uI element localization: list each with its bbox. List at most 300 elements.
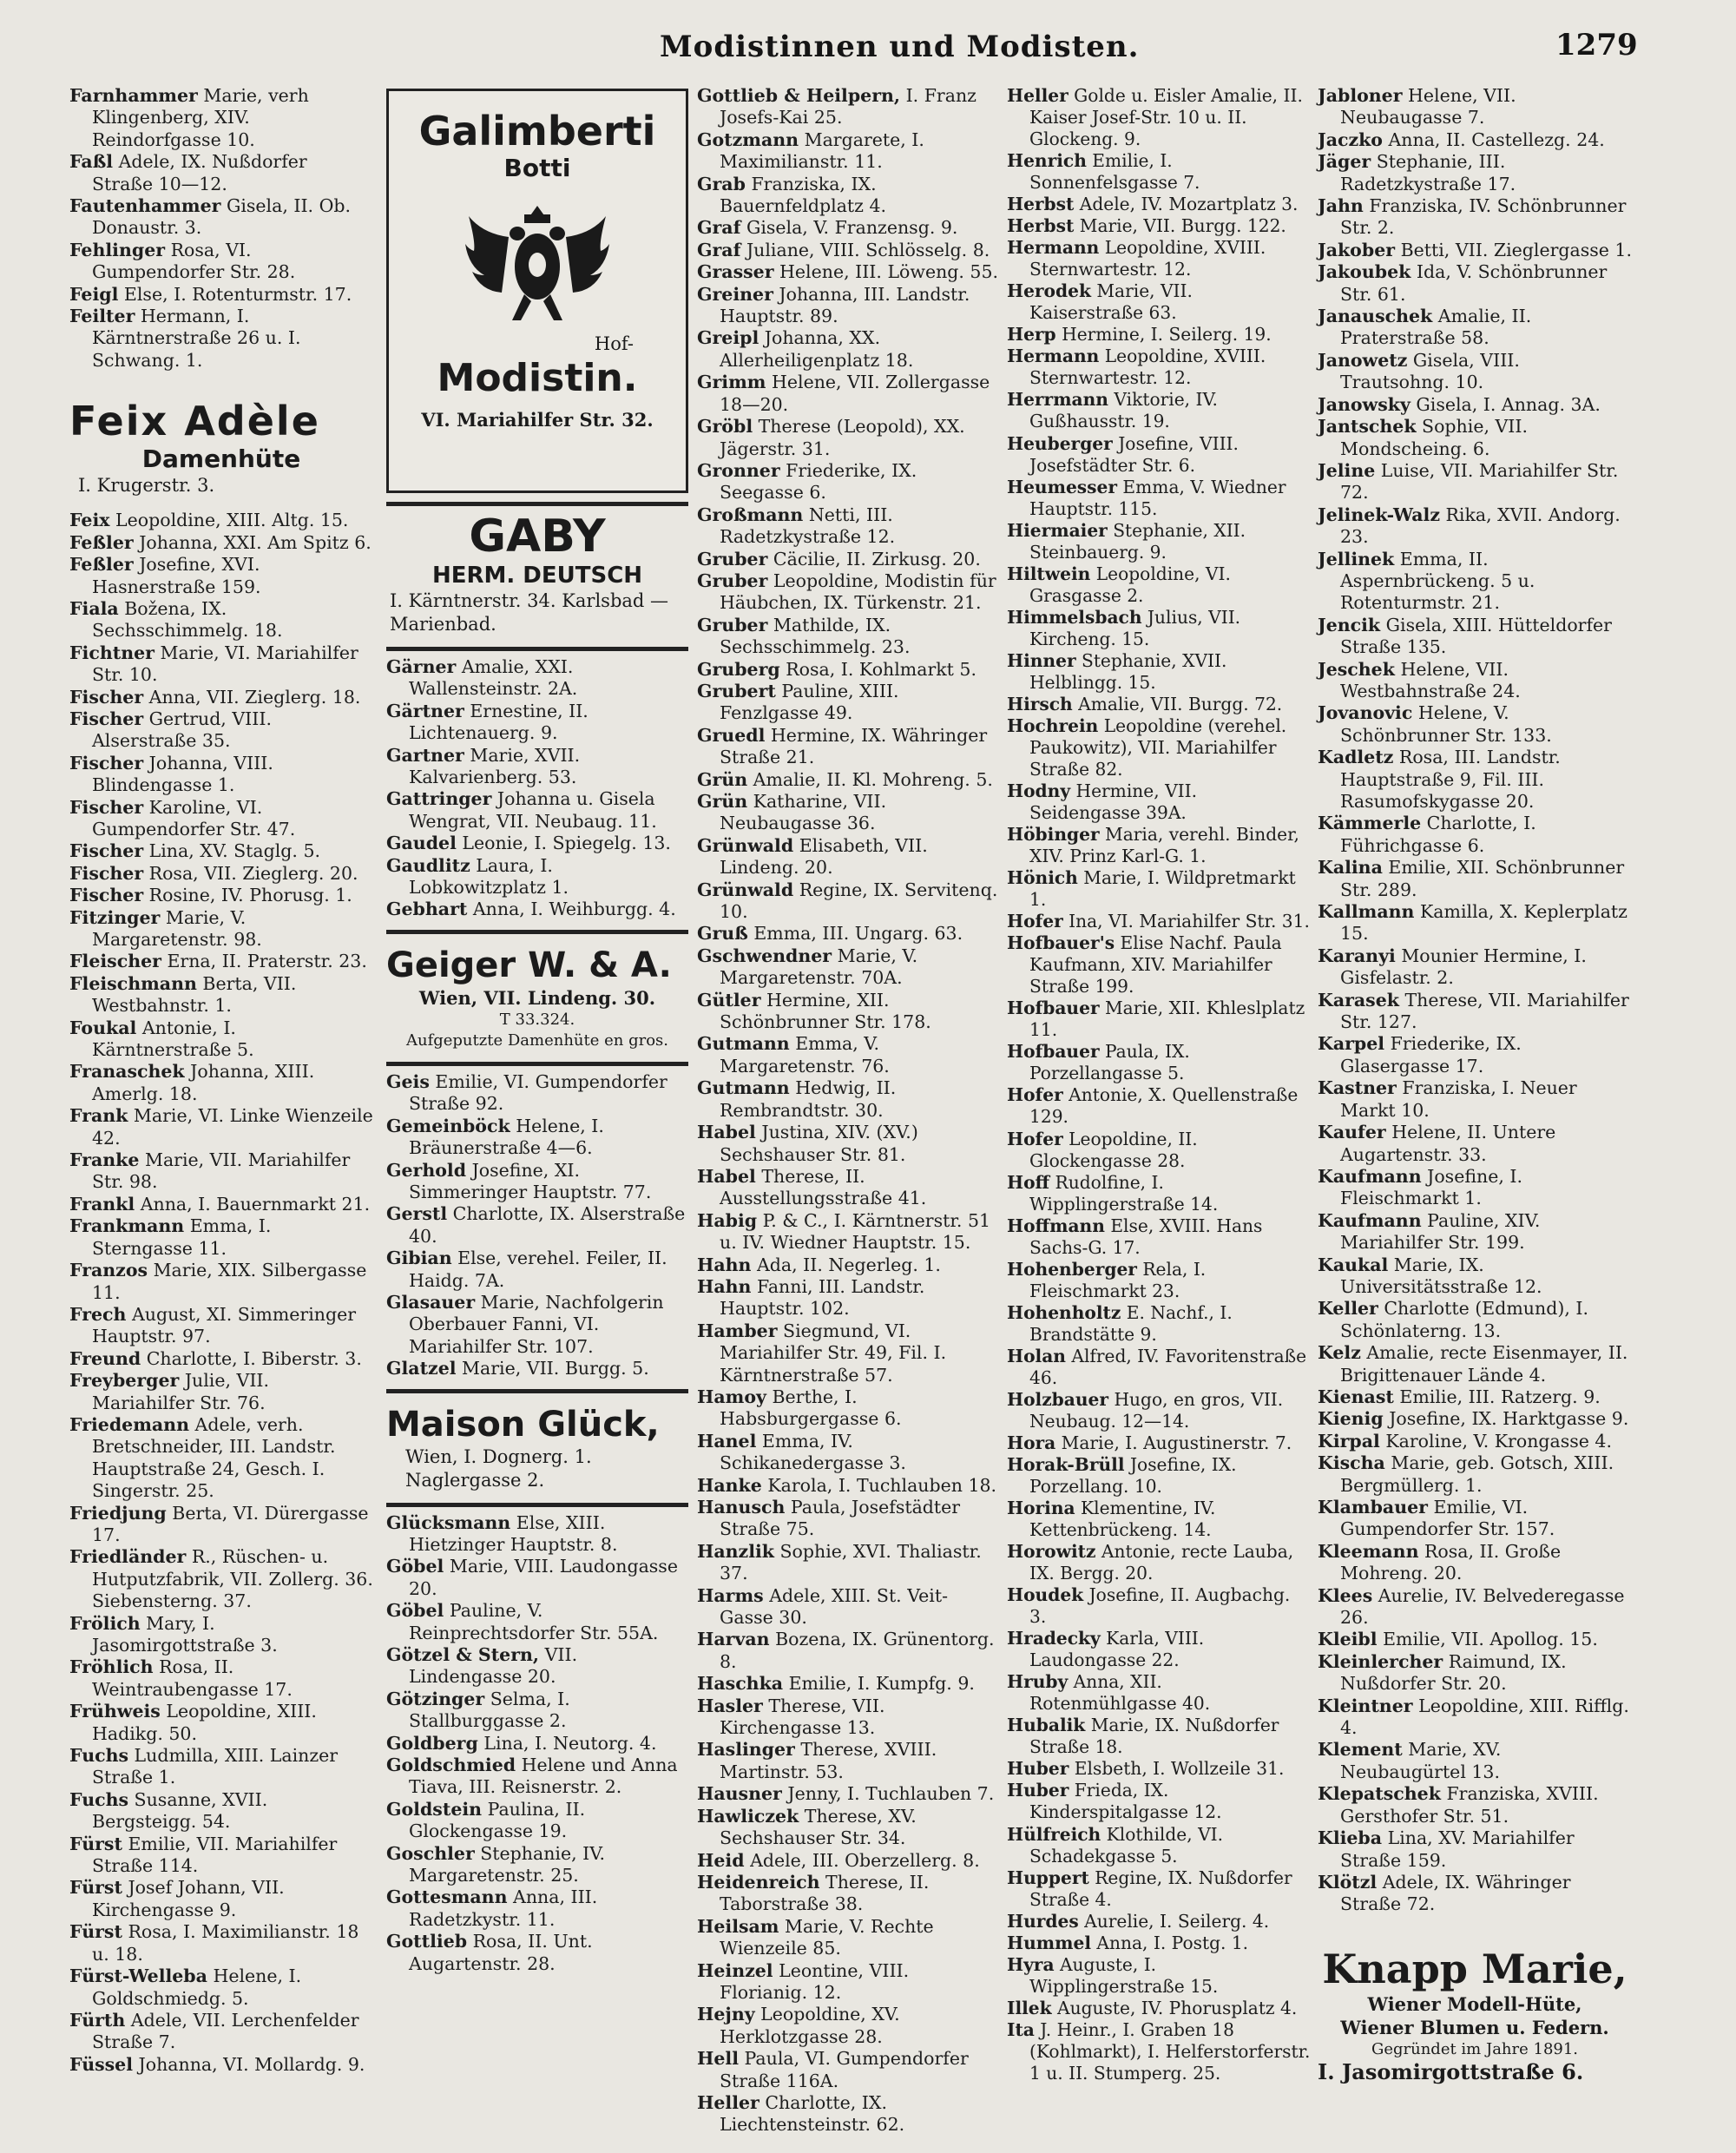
directory-entry (1318, 1210, 1632, 1254)
directory-entry (697, 1122, 999, 1166)
entry-name: Gröbl (697, 416, 753, 438)
directory-entry (1318, 1827, 1632, 1872)
entry-address: Emma, I. Sterngasse 11. (92, 1215, 272, 1259)
directory-entry (1007, 1911, 1311, 1932)
entry-name: Hofer (1007, 1128, 1063, 1149)
ad-geiger-tagline: Aufgeputzte Damenhüte en gros. (405, 1030, 669, 1050)
entry-address: Emma, III. Ungarg. 63. (747, 923, 963, 945)
entry-address: Marie, IX. Universitätsstraße 12. (1340, 1254, 1542, 1297)
divider (386, 647, 688, 651)
entry-address: Stephanie, IV. Margaretenstr. 25. (409, 1842, 605, 1886)
entry-address: Johanna u. Gisela Wengrat, VII. Neubaug. 11. (409, 788, 657, 832)
directory-entry (1318, 460, 1632, 504)
entry-address: Leopoldine, XVIII. Sternwartestr. 12. (1029, 237, 1266, 280)
entry-name: Horak-Brüll (1007, 1453, 1125, 1475)
column-2 (386, 85, 688, 1975)
ad-feix-name: Feix Adèle (69, 398, 320, 445)
directory-entry (386, 1358, 688, 1379)
entry-list-2a (386, 656, 688, 921)
directory-entry (1007, 1389, 1311, 1432)
entry-name: Feßler (69, 531, 134, 553)
entry-address: Therese (Leopold), XX. Jägerstr. 31. (720, 416, 965, 459)
entry-address: Marie, VI. Mariahilfer Str. 10. (92, 642, 358, 686)
entry-address: Therese, II. Taborstraße 38. (720, 1871, 930, 1915)
entry-address: Josefine, I. Fleischmarkt 1. (1340, 1165, 1522, 1209)
entry-address: Johanna, XIII. Amerlg. 18. (92, 1061, 315, 1104)
entry-address: Franziska, I. Neuer Markt 10. (1340, 1077, 1577, 1121)
entry-name: Gerstl (386, 1203, 448, 1225)
directory-entry (1318, 747, 1632, 813)
ad-maison-glueck (386, 1404, 688, 1492)
directory-entry (697, 570, 999, 615)
directory-entry (69, 1546, 373, 1612)
entry-name: Habel (697, 1165, 756, 1187)
directory-entry (1007, 1954, 1311, 1998)
entry-name: Holzbauer (1007, 1388, 1109, 1410)
directory-entry (69, 840, 373, 862)
entry-name: Goldstein (386, 1798, 483, 1820)
entry-address: Marie, VII. Kaiserstraße 63. (1029, 280, 1193, 324)
entry-name: Jovanovic (1318, 702, 1413, 724)
directory-entry (1318, 1431, 1632, 1452)
entry-address: Auguste, I. Wipplingerstraße 15. (1029, 1953, 1219, 1997)
directory-entry (697, 945, 999, 990)
entry-name: Hohenberger (1007, 1258, 1137, 1280)
entry-name: Gärner (386, 656, 457, 677)
directory-entry (1007, 1259, 1311, 1302)
directory-entry (1007, 780, 1311, 824)
entry-name: Hodny (1007, 780, 1071, 801)
directory-entry (1007, 694, 1311, 715)
entry-address: Adele, verh. Bretschneider, III. Landstr. Hauptstraße 24, Gesch. I. Singerstr. 25. (92, 1413, 336, 1502)
entry-name: Fuchs (69, 1788, 129, 1810)
directory-entry (69, 1877, 373, 1921)
entry-address: Anna, I. Weihburgg. 4. (467, 899, 676, 920)
directory-entry (1007, 997, 1311, 1041)
directory-entry (1007, 324, 1311, 346)
directory-entry (1318, 813, 1632, 857)
entry-address: Jenny, I. Tuchlauben 7. (781, 1783, 995, 1805)
entry-address: Josefine, XI. Simmeringer Hauptstr. 77. (409, 1159, 652, 1202)
column-4 (1007, 85, 1311, 2084)
entry-address: Mounier Hermine, I. Gisfelastr. 2. (1340, 945, 1587, 989)
directory-entry (1318, 901, 1632, 945)
entry-address: Berthe, I. Habsburgergasse 6. (720, 1386, 902, 1430)
entry-name: Gattringer (386, 788, 492, 810)
directory-entry (1007, 280, 1311, 324)
entry-name: Glücksmann (386, 1511, 511, 1533)
entry-address: Therese, VII. Kirchengasse 13. (720, 1695, 885, 1739)
entry-name: Hummel (1007, 1932, 1091, 1953)
divider (386, 502, 688, 506)
entry-address: Berta, VII. Westbahnstr. 1. (92, 972, 297, 1017)
entry-name: Fischer (69, 752, 144, 774)
directory-entry (386, 656, 688, 701)
entry-address: Else, XIII. Hietzinger Hauptstr. 8. (409, 1511, 618, 1555)
entry-name: Hanusch (697, 1497, 786, 1518)
directory-entry (69, 1834, 373, 1878)
entry-address: Helene, VII. Zollergasse 18—20. (720, 372, 990, 415)
entry-address: E. Nachf., I. Brandstätte 9. (1029, 1301, 1233, 1345)
entry-name: Heinzel (697, 1959, 773, 1981)
entry-address: Leopoldine, XIII. Hadikg. 50. (92, 1701, 317, 1744)
directory-entry (386, 855, 688, 899)
directory-entry (1318, 1783, 1632, 1827)
entry-address: Charlotte, I. Führichgasse 6. (1340, 813, 1536, 856)
directory-entry (69, 797, 373, 841)
entry-name: Kirpal (1318, 1430, 1380, 1452)
entry-name: Heidenreich (697, 1871, 820, 1893)
entry-name: Grab (697, 173, 746, 194)
entry-name: Greiner (697, 283, 773, 305)
entry-address: Marie, IX. Nußdorfer Straße 18. (1029, 1715, 1279, 1758)
directory-entry (1007, 1302, 1311, 1346)
entry-name: Hofer (1007, 911, 1063, 932)
directory-entry (697, 1320, 999, 1386)
entry-name: Hoffmann (1007, 1215, 1105, 1236)
entry-address: Josefine, II. Augbachg. 3. (1029, 1584, 1291, 1628)
entry-name: Hawliczek (697, 1805, 799, 1827)
entry-name: Jakober (1318, 239, 1396, 260)
directory-entry (386, 1733, 688, 1755)
directory-entry (697, 1386, 999, 1431)
entry-name: Horowitz (1007, 1541, 1096, 1563)
entry-address: Helene und Anna Tiava, III. Reisnerstr. 2. (409, 1755, 678, 1798)
directory-entry (1007, 1584, 1311, 1628)
directory-entry (1318, 615, 1632, 659)
directory-entry (697, 1806, 999, 1850)
directory-entry (69, 973, 373, 1017)
entry-address: Adele, IX. Nußdorfer Straße 10—12. (92, 151, 307, 194)
entry-name: Hohenholtz (1007, 1301, 1121, 1323)
entry-address: Katharine, VII. Neubaugasse 36. (720, 791, 887, 834)
directory-entry (1007, 520, 1311, 563)
entry-address: Therese, VII. Mariahilfer Str. 127. (1340, 989, 1629, 1033)
entry-address: Aurelie, I. Seilerg. 4. (1078, 1910, 1270, 1932)
entry-name: Jellinek (1318, 548, 1395, 570)
entry-address: Hugo, en gros, VII. Neubaug. 12—14. (1029, 1388, 1284, 1432)
directory-entry (1007, 1454, 1311, 1498)
entry-address: Paula, VI. Gumpendorfer Straße 116A. (720, 2048, 969, 2091)
directory-entry (1007, 346, 1311, 389)
entry-address: Betti, VII. Zieglergasse 1. (1395, 239, 1632, 260)
entry-address: Else, verehel. Feiler, II. Haidg. 7A. (409, 1248, 667, 1291)
directory-entry (69, 708, 373, 753)
directory-entry (69, 1414, 373, 1503)
entry-name: Götzinger (386, 1688, 485, 1709)
entry-address: Adele, XIII. St. Veit-Gasse 30. (720, 1584, 948, 1629)
entry-address: Johanna, VIII. Blindengasse 1. (92, 752, 273, 796)
entry-address: Gisela, II. Ob. Donaustr. 3. (92, 195, 352, 239)
directory-entry (69, 306, 373, 372)
entry-address: Johanna, III. Landstr. Hauptstr. 89. (720, 283, 970, 327)
directory-entry (697, 1916, 999, 1960)
entry-name: Habel (697, 1122, 756, 1143)
entry-address: Marie, V. Margaretenstr. 70A. (720, 945, 918, 989)
entry-address: Adele, III. Oberzellerg. 8. (744, 1849, 980, 1871)
entry-name: Hubalik (1007, 1715, 1086, 1736)
divider (386, 930, 688, 934)
entry-name: Gottlieb (386, 1931, 468, 1952)
directory-entry (1318, 1408, 1632, 1430)
entry-address: Else, I. Rotenturmstr. 17. (118, 283, 352, 305)
ad-galimberti-name: Galimberti (418, 108, 656, 155)
directory-entry (69, 1370, 373, 1414)
entry-name: Klepatschek (1318, 1783, 1441, 1805)
entry-name: Greipl (697, 327, 760, 349)
entry-address: Rosa, I. Kohlmarkt 5. (779, 658, 976, 680)
entry-name: Gronner (697, 459, 780, 481)
entry-name: Hiermaier (1007, 519, 1108, 541)
entry-address: Pauline, XIII. Fenzlgasse 49. (720, 680, 899, 724)
directory-entry (697, 1210, 999, 1254)
directory-entry (1318, 350, 1632, 394)
directory-entry (69, 532, 373, 554)
entry-list-2b (386, 1071, 688, 1380)
entry-address: Stephanie, XVII. Helblingg. 15. (1029, 649, 1227, 693)
directory-entry (386, 745, 688, 789)
directory-entry (697, 1033, 999, 1077)
ad-glueck-address: Wien, I. Dognerg. 1. Naglergasse 2. (405, 1445, 592, 1491)
entry-address: Rosa, I. Maximilianstr. 18 u. 18. (92, 1921, 359, 1965)
entry-name: Hausner (697, 1783, 782, 1805)
directory-entry (1007, 563, 1311, 607)
directory-entry (69, 1149, 373, 1194)
entry-list-3 (697, 85, 999, 2137)
entry-address: Gisela, I. Annag. 3A. (1410, 393, 1601, 415)
entry-name: Gütler (697, 989, 761, 1011)
entry-address: Lina, XV. Mariahilfer Straße 159. (1340, 1827, 1575, 1871)
entry-name: Fischer (69, 862, 144, 884)
directory-entry (697, 504, 999, 549)
entry-name: Herbst (1007, 215, 1075, 237)
entry-address: Emilie, III. Ratzerg. 9. (1393, 1386, 1601, 1407)
entry-name: Herp (1007, 324, 1056, 346)
directory-entry (697, 659, 999, 681)
directory-entry (386, 1931, 688, 1975)
entry-address: Friederike, IX. Glasergasse 17. (1340, 1033, 1522, 1076)
ad-glueck-name: Maison Glück, (386, 1404, 660, 1445)
entry-name: Fürst-Welleba (69, 1965, 207, 1987)
entry-address: Amalie, II. Praterstraße 58. (1340, 306, 1532, 349)
directory-entry (69, 510, 373, 531)
directory-entry (1007, 650, 1311, 694)
entry-name: Hejny (697, 2004, 755, 2025)
entry-name: Göbel (386, 1556, 444, 1577)
entry-name: Hamber (697, 1320, 778, 1341)
entry-address: Hedwig, II. Rembrandtstr. 30. (720, 1077, 897, 1121)
directory-entry (1318, 945, 1632, 990)
entry-address: Karola, I. Tuchlauben 18. (761, 1474, 997, 1496)
directory-entry (1007, 867, 1311, 911)
entry-name: Fautenhammer (69, 195, 221, 217)
entry-name: Jahn (1318, 195, 1364, 217)
entry-address: Leopoldine (verehel. Paukowitz), VII. Mariahilfer Straße 82. (1029, 714, 1287, 780)
directory-entry (1007, 1758, 1311, 1780)
entry-address: Julie, VII. Mariahilfer Str. 76. (92, 1370, 270, 1413)
entry-address: Rudolfine, I. Wipplingerstraße 14. (1029, 1171, 1219, 1215)
entry-name: Fichtner (69, 642, 155, 663)
entry-name: Gottesmann (386, 1886, 508, 1908)
entry-address: Juliane, VIII. Schlösselg. 8. (740, 239, 990, 260)
entry-name: Gartner (386, 744, 464, 766)
entry-name: Ita (1007, 2018, 1035, 2040)
entry-name: Habig (697, 1209, 758, 1231)
entry-name: Fischer (69, 885, 144, 906)
entry-name: Fehlinger (69, 239, 166, 260)
entry-name: Kaufer (1318, 1122, 1386, 1143)
entry-name: Hiltwein (1007, 563, 1091, 584)
entry-name: Huber (1007, 1780, 1069, 1801)
directory-entry (697, 217, 999, 239)
entry-address: Therese, XV. Sechshauser Str. 34. (720, 1805, 917, 1849)
entry-address: Gisela, VIII. Trautsohng. 10. (1340, 349, 1520, 393)
entry-address: Regine, IX. Servitenq. 10. (720, 879, 998, 923)
entry-address: Hermine, XII. Schönbrunner Str. 178. (720, 989, 931, 1033)
entry-address: Emilie, XII. Schönbrunner Str. 289. (1340, 857, 1625, 900)
directory-entry (69, 240, 373, 284)
directory-entry (1318, 659, 1632, 703)
entry-address: Charlotte, IX. Alserstraße 40. (409, 1203, 686, 1247)
entry-address: Elise Nachf. Paula Kaufmann, XIV. Mariahilfer Straße 199. (1029, 932, 1282, 997)
entry-name: Janowetz (1318, 349, 1408, 371)
ad-knapp-address: I. Jasomirgottstraße 6. (1318, 2058, 1584, 2084)
entry-name: Janauschek (1318, 306, 1433, 327)
directory-entry (69, 1965, 373, 2010)
entry-address: Marie, VII. Burgg. 122. (1074, 215, 1286, 237)
entry-address: Paula, Josefstädter Straße 75. (720, 1497, 961, 1540)
entry-address: Auguste, IV. Phorusplatz 4. (1051, 1997, 1298, 2018)
entry-name: Grünwald (697, 879, 794, 900)
entry-name: Fiala (69, 597, 119, 619)
entry-name: Fürth (69, 2009, 126, 2031)
entry-name: Feigl (69, 283, 119, 305)
entry-name: Hofbauer (1007, 997, 1100, 1019)
entry-address: Aurelie, IV. Belvederegasse 26. (1340, 1584, 1625, 1629)
entry-address: Božena, IX. Sechsschimmelg. 18. (92, 597, 283, 642)
entry-address: Ernestine, II. Lichtenauerg. 9. (409, 700, 589, 744)
entry-name: Klees (1318, 1584, 1373, 1606)
entry-name: Kischa (1318, 1452, 1385, 1474)
entry-name: Hyra (1007, 1953, 1055, 1975)
entry-name: Fürst (69, 1921, 122, 1943)
entry-address: VII. Lindengasse 20. (409, 1644, 578, 1688)
directory-entry (69, 907, 373, 951)
entry-name: Herrmann (1007, 389, 1108, 411)
entry-name: Gruber (697, 614, 768, 635)
entry-address: Marie, geb. Gotsch, XIII. Bergmüllerg. 1. (1340, 1452, 1614, 1496)
entry-name: Karasek (1318, 989, 1399, 1011)
entry-name: Fürst (69, 1877, 122, 1899)
entry-name: Kienig (1318, 1408, 1384, 1430)
directory-entry (1007, 2019, 1311, 2084)
entry-name: Frühweis (69, 1701, 161, 1722)
entry-name: Hermann (1007, 237, 1100, 259)
ad-gaby (386, 511, 688, 636)
entry-list-1b (69, 510, 373, 2076)
entry-address: Anna, I. Bauernmarkt 21. (135, 1193, 371, 1215)
directory-entry (1318, 1585, 1632, 1630)
entry-address: J. Heinr., I. Graben 18 (Kohlmarkt), I. Helferstorferstr. 1 u. II. Stumperg. 25. (1029, 2018, 1311, 2084)
directory-entry (697, 1254, 999, 1276)
ad-knapp-founded: Gegründet im Jahre 1891. (1371, 2039, 1579, 2058)
entry-name: Grubert (697, 680, 776, 701)
entry-name: Karpel (1318, 1033, 1385, 1055)
entry-address: Josefine, XVI. Hasnerstraße 159. (92, 554, 261, 597)
directory-entry (1007, 1998, 1311, 2019)
entry-address: Friederike, IX. Seegasse 6. (720, 459, 917, 504)
entry-address: Raimund, IX. Nußdorfer Str. 20. (1340, 1650, 1567, 1695)
directory-entry (1318, 1651, 1632, 1695)
entry-address: Cäcilie, II. Zirkusg. 20. (767, 548, 981, 570)
directory-entry (69, 885, 373, 906)
entry-address: Regine, IX. Nußdorfer Straße 4. (1029, 1867, 1292, 1910)
entry-name: Hahn (697, 1275, 752, 1297)
directory-entry (1007, 1671, 1311, 1715)
entry-address: Charlotte, IX. Liechtensteinstr. 62. (720, 2091, 905, 2136)
directory-entry (1007, 194, 1311, 215)
entry-address: Ida, V. Schönbrunner Str. 61. (1340, 261, 1608, 305)
page-header (0, 24, 1736, 76)
ad-galimberti-hof: Hof- (594, 333, 634, 354)
entry-address: Else, XVIII. Hans Sachs-G. 17. (1029, 1215, 1263, 1258)
directory-entry (1007, 1172, 1311, 1215)
entry-address: I. Franz Josefs-Kai 25. (720, 85, 976, 128)
entry-name: Jelinek-Walz (1318, 504, 1440, 525)
entry-name: Fischer (69, 708, 144, 729)
entry-address: Leopoldine, Modistin für Häubchen, IX. Türkenstr. 21. (720, 570, 996, 614)
directory-entry (1318, 1872, 1632, 1916)
directory-entry (69, 195, 373, 240)
directory-entry (386, 833, 688, 854)
directory-entry (697, 327, 999, 372)
directory-entry (1007, 433, 1311, 477)
directory-entry (386, 1843, 688, 1887)
entry-address: Anna, VII. Zieglerg. 18. (143, 686, 361, 708)
directory-entry (1318, 1077, 1632, 1122)
entry-address: Erna, II. Praterstr. 23. (161, 951, 367, 972)
directory-entry (69, 1656, 373, 1701)
entry-address: Rika, XVII. Andorg. 23. (1340, 504, 1621, 548)
entry-name: Grün (697, 791, 748, 812)
entry-address: Margarete, I. Maximilianstr. 11. (720, 128, 924, 173)
entry-name: Heller (1007, 85, 1069, 106)
entry-name: Hermann (1007, 346, 1100, 367)
entry-address: Emilie, I. Kumpfg. 9. (783, 1673, 975, 1695)
entry-name: Frölich (69, 1612, 141, 1634)
ad-knapp-line3: Wiener Blumen u. Federn. (1340, 2016, 1609, 2038)
directory-entry (386, 788, 688, 833)
entry-name: Jabloner (1318, 85, 1403, 106)
directory-entry (1007, 85, 1311, 150)
directory-entry (69, 1613, 373, 1657)
entry-name: Hurdes (1007, 1910, 1079, 1932)
entry-name: Jakoubek (1318, 261, 1411, 283)
entry-name: Fuchs (69, 1745, 129, 1767)
entry-name: Haslinger (697, 1739, 795, 1761)
entry-address: Emma, V. Wiedner Hauptstr. 115. (1029, 476, 1286, 519)
entry-name: Harvan (697, 1629, 770, 1650)
directory-entry (697, 923, 999, 945)
entry-name: Herbst (1007, 194, 1075, 215)
entry-name: Hoff (1007, 1171, 1050, 1193)
divider (386, 1389, 688, 1393)
entry-name: Göbel (386, 1600, 444, 1622)
entry-name: Grimm (697, 372, 766, 393)
directory-entry (69, 2054, 373, 2076)
directory-entry (697, 1541, 999, 1585)
entry-address: Viktorie, IV. Gußhausstr. 19. (1029, 389, 1218, 432)
